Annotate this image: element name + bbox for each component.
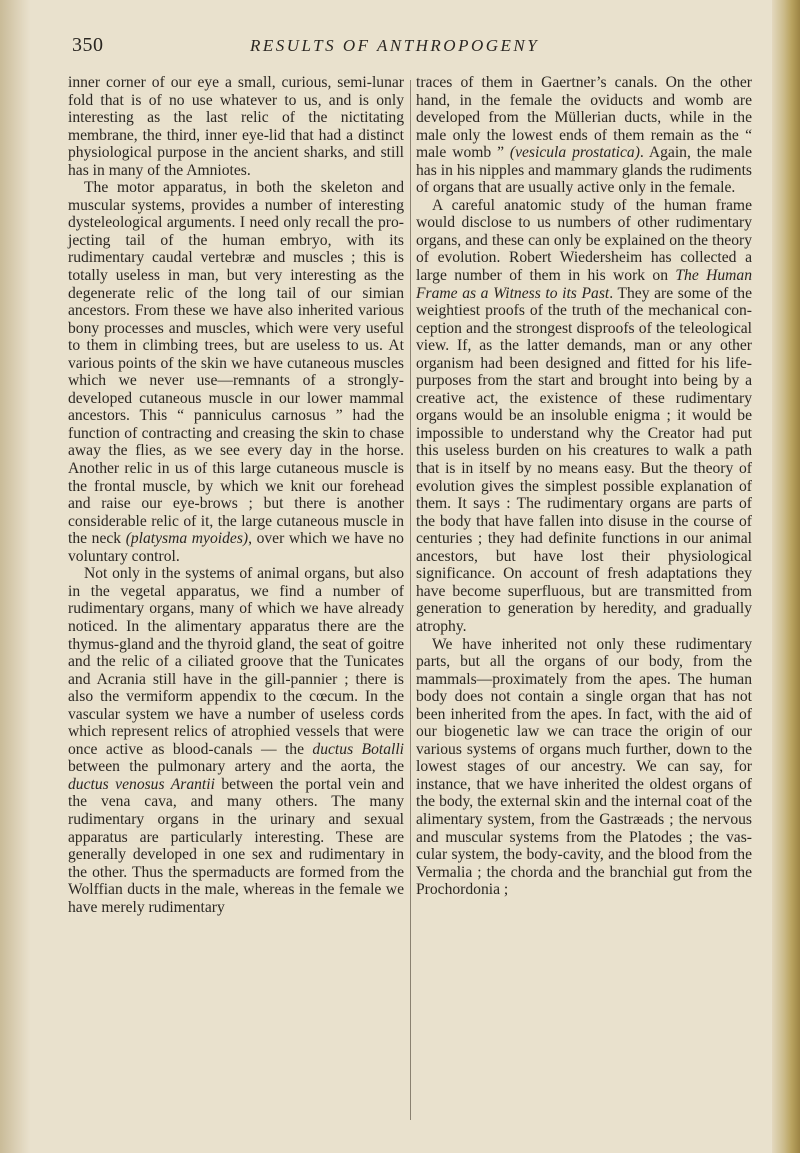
book-spine [772, 0, 800, 1153]
paragraph [416, 197, 752, 636]
column-divider [410, 80, 411, 1120]
italic-text: ductus Botalli [312, 740, 404, 758]
italic-text: (platysma myoides) [125, 530, 249, 548]
text-run: . They are some of the weightiest proofs of the truth of the mechanical conception and the strongest disproofs of the teleological view. If, as the latter demands, man or any other organism had been designed and fitted for his life-purposes from the start and brought into being by a creative act, the existence of these rudimentary organs would be an insoluble enigma ; it would be impossible to understand why the Creator had put this useless burden on his creatures to walk a path that is in itself by no means easy. But the theory of evolution gives the simplest possible explanation of them. It says : The rudimentary organs are parts of the body that have fallen into disuse in the course of centuries ; they had definite functions in our animal ancestors, but have lost their physiological significance. On account of fresh adaptations they have become superfluous, but are transmitted from generation to generation by heredity, and gradually atrophy. [416, 284, 752, 635]
paragraph [416, 74, 752, 197]
italic-text: ductus venosus Arantii [68, 775, 215, 793]
paragraph [68, 74, 404, 179]
text-run: between the pulmonary artery and the aorta, the [68, 758, 404, 776]
text-run: traces of them in Gaertner’s canals. On the other hand, in the female the oviducts and womb are developed from the Müllerian ducts, while in the male only the lowest ends of them remain as the “ male womb ” [416, 74, 752, 162]
italic-text: The Human Frame as a Witness to its Past [416, 267, 753, 302]
page-header [72, 32, 772, 60]
paragraph [416, 636, 752, 899]
text-run: We have inherited not only these rudimentary parts, but all the organs of our body, from the mammals—proximately from the apes. The human body does not contain a single organ that has not been inherited from the apes. In fact, with the aid of our biogenetic law we can trace the origin of our various systems of organs much further, down to the lowest stages of our ancestry. We can say, for instance, that we have inherited the oldest organs of the body, the external skin and the internal coat of the alimentary system, from the Gastræads ; the nervous and muscular systems from the Platodes ; the vascular system, the body-cavity, and the blood from the Vermalia ; the chorda and the branchial gut from the Prochordonia ; [416, 635, 752, 899]
text-run: Not only in the systems of animal organs, but also in the vegetal apparatus, we find a number of rudimentary organs, many of which we have already noticed. In the alimentary apparatus there are the thymus-gland and the thyroid gland, the seat of goitre and the relic of a ciliated groove that the Tunicates and Acrania still have in the gill-pannier ; there is also the vermiform appendix to the cœcum. In the vascular system we have a number of useless cords which represent relics of atrophied vessels that were once active as blood-canals — the [68, 565, 404, 758]
paragraph [68, 565, 404, 916]
page-edge-shadow [0, 0, 30, 1153]
text-run: inner corner of our eye a small, curious, semi-lunar fold that is of no use whatever to us, and is only interesting as the last relic of the nictitating membrane, the third, inner eye-lid that had a distinct physiological purpose in the ancient sharks, and still has in many of the Amniotes. [68, 74, 404, 179]
text-run: , over which we have no voluntary control. [68, 530, 404, 565]
page-number: 350 [72, 34, 104, 56]
left-column [68, 74, 404, 916]
text-run: The motor apparatus, in both the skeleton and muscular systems, provides a number of interesting dysteleological arguments. I need only recall the projecting tail of the human embryo, with its rudimentary caudal vertebræ and muscles ; this is totally useless in man, but very interesting as the degenerate relic of the long tail of our simian ancestors. From these we have also inherited various bony processes and muscles, which were very useful to them in climbing trees, but are useless to us. At various points of the skin we have cutaneous muscles which we never use—remnants of a strongly-developed cutaneous muscle in our lower mammal ancestors. This “ panniculus carnosus ” had the function of contracting and creasing the skin to chase away the flies, as we see every day in the horse. Another relic in us of this large cutaneous muscle is the frontal muscle, by which we knit our forehead and raise our eye-brows ; but there is another considerable relic of it, the large cutaneous muscle in the neck [68, 179, 404, 548]
running-head: RESULTS OF ANTHROPOGENY [250, 36, 540, 55]
paragraph [68, 179, 404, 565]
text-run: A careful anatomic study of the human frame would disclose to us numbers of other rudimentary organs, and these can only be explained on the theory of evolution. Robert Wiedersheim has collected a large number of them in his work on [416, 196, 752, 285]
italic-text: (vesicula prostatica) [509, 144, 640, 162]
text-run: between the portal vein and the vena cava, and many others. The many rudimentary organs in the urinary and sexual apparatus are particularly interesting. These are generally developed in one sex and rudimentary in the other. Thus the spermaducts are formed from the Wolffian ducts in the male, whereas in the female we have merely rudimentary [68, 775, 404, 916]
text-run: . Again, the male has in his nipples and mammary glands the rudiments of organs that are usually active only in the female. [416, 144, 752, 197]
right-column [416, 74, 752, 899]
